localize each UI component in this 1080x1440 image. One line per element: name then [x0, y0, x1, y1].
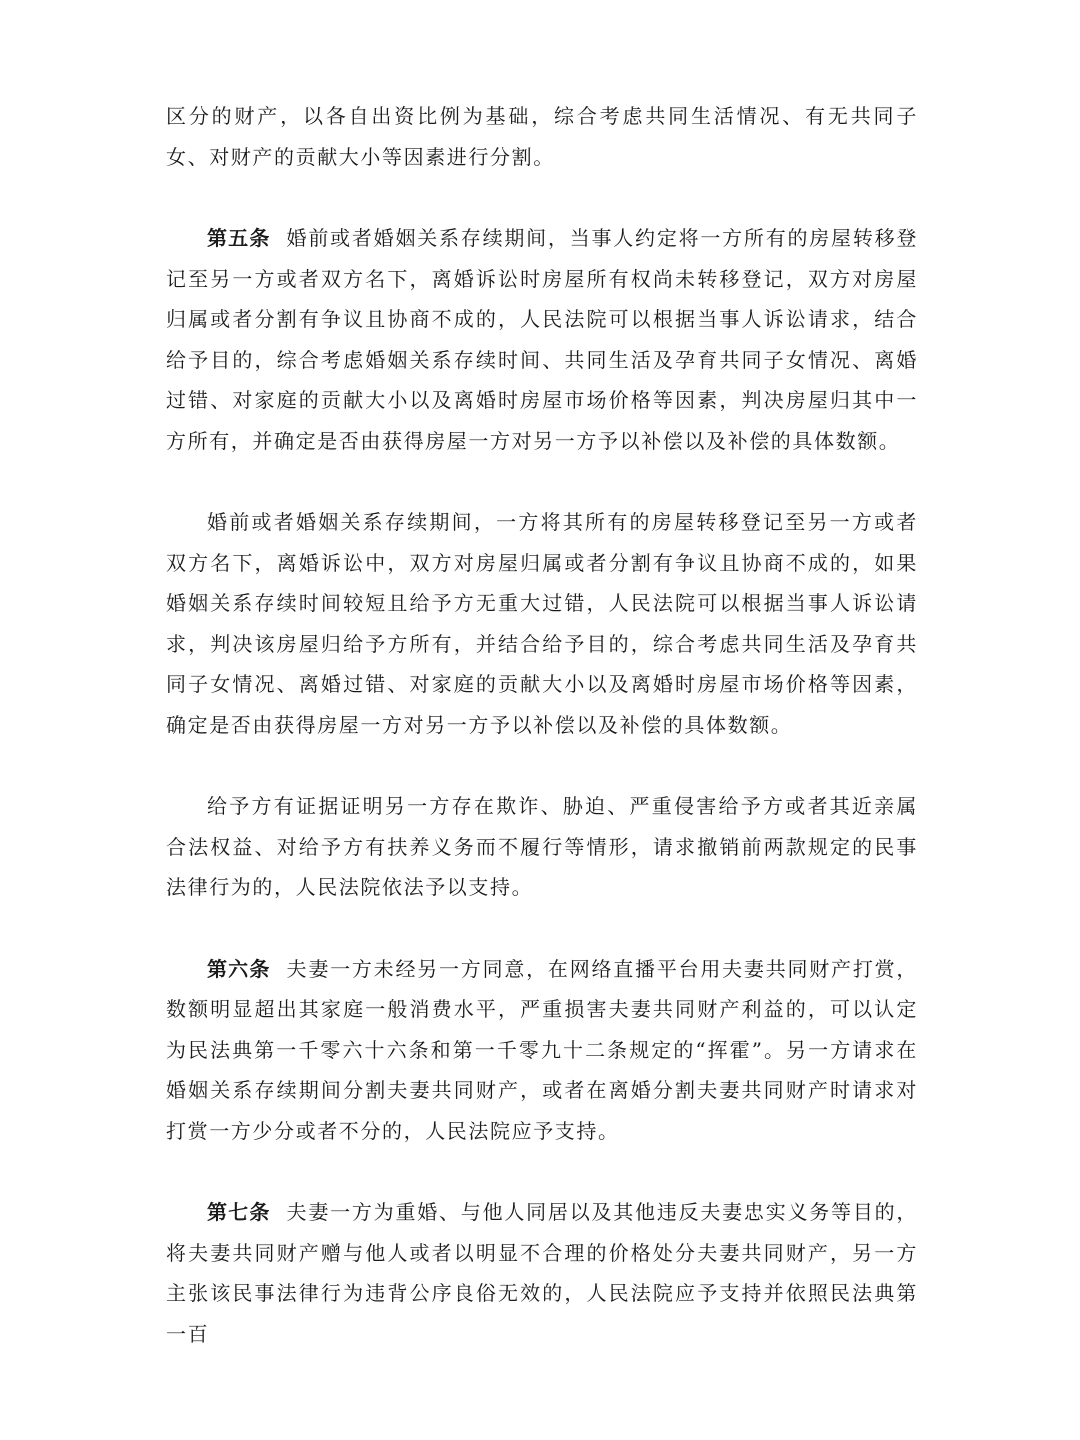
article-5-paragraph: [166, 218, 918, 461]
article-heading: 第六条: [207, 956, 271, 981]
article-5-clause-3: [166, 786, 918, 908]
paragraph-text: 夫妻一方未经另一方同意，在网络直播平台用夫妻共同财产打赏，数额明显超出其家庭一般消费水平，严重损害夫妻共同财产利益的，可以认定为民法典第一千零六十六条和第一千零九十二条规定的“挥霍”。另一方请求在婚姻关系存续期间分割夫妻共同财产，或者在离婚分割夫妻共同财产时请求对打赏一方少分或者不分的，人民法院应予支持。: [166, 956, 918, 1143]
article-heading: 第七条: [207, 1200, 271, 1224]
article-7-paragraph: [166, 1192, 918, 1354]
article-heading: 第五条: [207, 226, 271, 250]
document-page: [166, 96, 918, 1354]
paragraph-text: 区分的财产，以各自出资比例为基础，综合考虑共同生活情况、有无共同子女、对财产的贡献大小等因素进行分割。: [166, 104, 918, 169]
article-6-paragraph: [166, 949, 918, 1152]
paragraph-text: 给予方有证据证明另一方存在欺诈、胁迫、严重侵害给予方或者其近亲属合法权益、对给予方有扶养义务而不履行等情形，请求撤销前两款规定的民事法律行为的，人民法院依法予以支持。: [166, 794, 918, 899]
paragraph-continued: [166, 96, 918, 177]
paragraph-text: 夫妻一方为重婚、与他人同居以及其他违反夫妻忠实义务等目的，将夫妻共同财产赠与他人或者以明显不合理的价格处分夫妻共同财产，另一方主张该民事法律行为违背公序良俗无效的，人民法院应予支持并依照民法典第一百: [166, 1200, 918, 1346]
paragraph-text: 婚前或者婚姻关系存续期间，一方将其所有的房屋转移登记至另一方或者双方名下，离婚诉讼中，双方对房屋归属或者分割有争议且协商不成的，如果婚姻关系存续时间较短且给予方无重大过错，人民法院可以根据当事人诉讼请求，判决该房屋归给予方所有，并结合给予目的，综合考虑共同生活及孕育共同子女情况、离婚过错、对家庭的贡献大小以及离婚时房屋市场价格等因素，确定是否由获得房屋一方对另一方予以补偿以及补偿的具体数额。: [166, 510, 918, 737]
paragraph-text: 婚前或者婚姻关系存续期间，当事人约定将一方所有的房屋转移登记至另一方或者双方名下，离婚诉讼时房屋所有权尚未转移登记，双方对房屋归属或者分割有争议且协商不成的，人民法院可以根据当事人诉讼请求，结合给予目的，综合考虑婚姻关系存续时间、共同生活及孕育共同子女情况、离婚过错、对家庭的贡献大小以及离婚时房屋市场价格等因素，判决房屋归其中一方所有，并确定是否由获得房屋一方对另一方予以补偿以及补偿的具体数额。: [166, 226, 918, 453]
article-5-clause-2: [166, 502, 918, 745]
